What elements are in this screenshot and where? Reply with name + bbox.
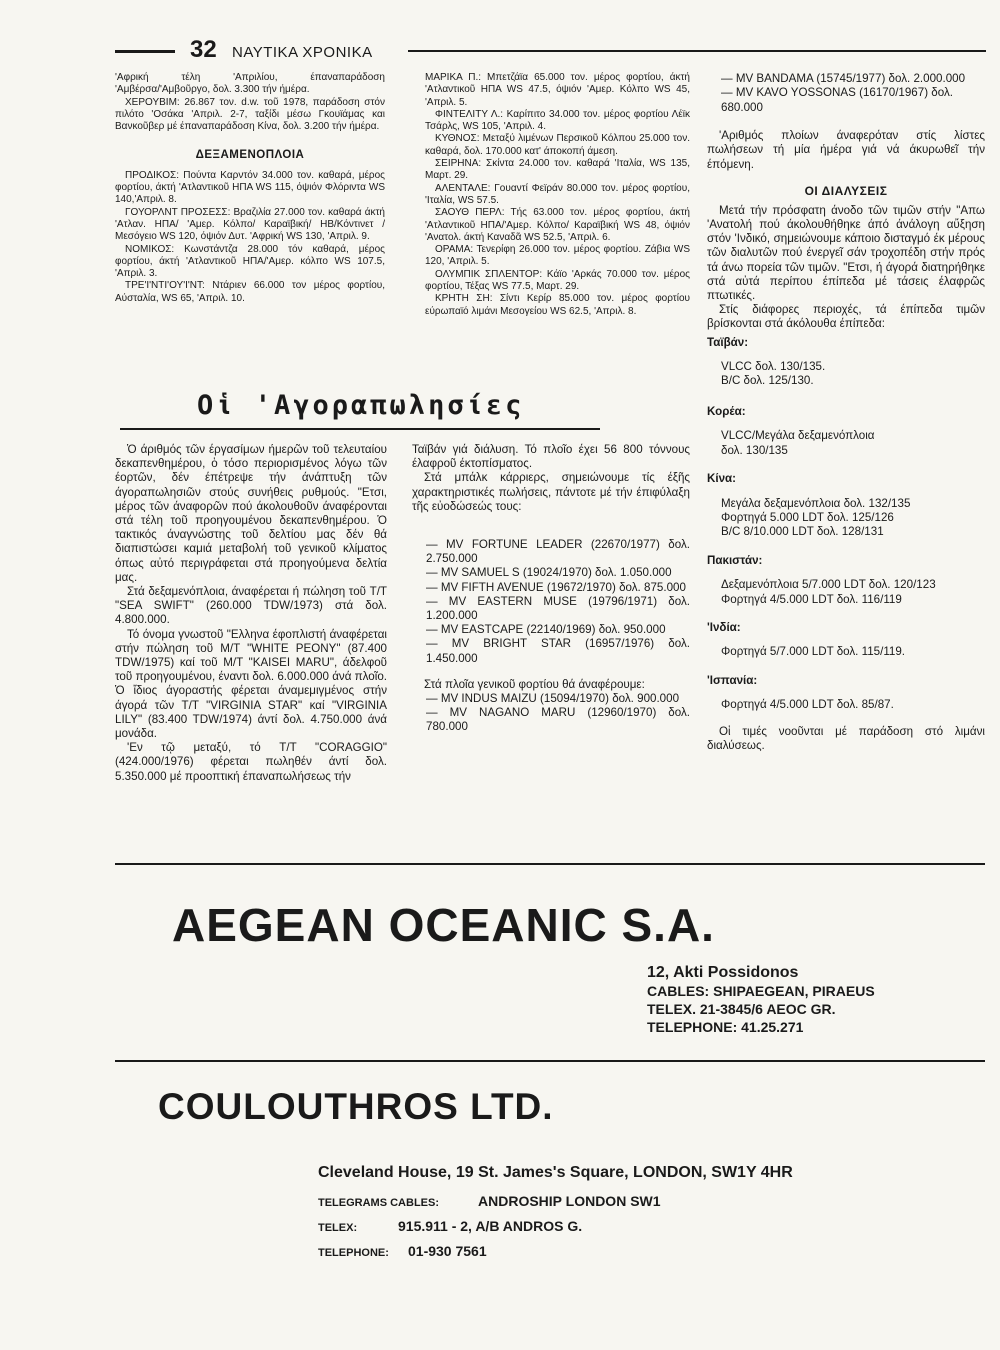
ad1-telephone: TELEPHONE: 41.25.271 — [647, 1019, 804, 1035]
demolition-text — [707, 204, 985, 332]
ad1-cables: CABLES: SHIPAEGEAN, PIRAEUS — [647, 983, 875, 999]
article-title: Οἱ 'Αγοραπωλησίες — [197, 390, 525, 421]
article-paragraph: Στά μπάλκ κάρριερς, σημειώνουμε τίς έξῆς χαρακτηριστικές πωλήσεις, πάντοτε μέ τήν έπιφύλαξη τῆς εὐοδώσεώς τους: — [412, 471, 690, 513]
tanker-item: ΜΑΡΙΚΑ Π.: Μπετζάϊα 65.000 τον. μέρος φορτίου, άκτή 'Ατλαντικοῦ ΗΠΑ WS 47.5, όψιόν 'Αμερ. Κόλπο WS 45, 'Απριλ. 5. — [425, 72, 690, 108]
price-line: Φορτηγά 4/5.000 LDT δολ. 116/119 — [721, 592, 902, 606]
section-title-demolition: ΟΙ ΔΙΑΛΥΣΕΙΣ — [804, 183, 888, 198]
tanker-item: ΚΥΘΝΟΣ: Μεταξύ λιμένων Περσικοῦ Κόλπου 25.000 τον. καθαρά, δολ. 170.000 κατ' άποκοπή άμεση. — [425, 133, 690, 157]
country-label: 'Ινδία: — [707, 620, 741, 634]
magazine-title: ΝΑΥΤΙΚΑ ΧΡΟΝΙΚΑ — [232, 44, 373, 61]
ad2-top-rule — [115, 1060, 985, 1062]
col3-note: 'Αριθμός πλοίων άναφερόταν στίς λίστες πωλήσεων τή μία ήμέρα γιά νά άκυρωθεῖ τήν έπόμενη. — [707, 129, 985, 171]
price-line: Φορτηγά 4/5.000 LDT δολ. 85/87. — [721, 698, 894, 712]
ship-sale-item: — MV KAVO YOSSONAS (16170/1967) δολ. 680.000 — [721, 86, 953, 114]
ship-sale-item: — MV EASTCAPE (22140/1969) δολ. 950.000 — [426, 623, 666, 637]
price-line: B/C 8/10.000 LDT δολ. 128/131 — [721, 525, 884, 539]
tanker-item: ΣΕΙΡΗΝΑ: Σκίντα 24.000 τον. καθαρά 'Ιταλία, WS 135, Μαρτ. 29. — [425, 158, 690, 182]
tanker-item: ΟΛΥΜΠΙΚ ΣΠΛΕΝΤΟΡ: Κάϊο 'Αρκάς 70.000 τον. μέρος φορτίου, Τέξας WS 77.5, Μαρτ. 29. — [425, 268, 690, 293]
ad2-phone-label: TELEPHONE: — [318, 1247, 389, 1259]
price-line: B/C δολ. 125/130. — [721, 374, 814, 388]
ad1-contact-block — [647, 964, 875, 1036]
price-line: VLCC δολ. 130/135. — [721, 360, 826, 374]
ad2-telex-label: TELEX: — [318, 1222, 358, 1234]
ship-sale-item: — MV INDUS MAIZU (15094/1970) δολ. 900.000 — [426, 692, 680, 706]
ad1-top-rule — [115, 863, 985, 865]
country-label: Πακιστάν: — [707, 553, 763, 567]
column-3 — [707, 72, 985, 753]
ad2-address: Cleveland House, 19 St. James's Square, LONDON, SW1Y 4HR — [318, 1164, 793, 1181]
tanker-item: ΑΛΕΝΤΑΛΕ: Γουαντί Φεϊράν 80.000 τον. μέρος φορτίου, 'Ιταλία, WS 57.5. — [425, 182, 690, 206]
price-line: δολ. 130/135 — [721, 443, 788, 457]
ad2-company-name: COULOUTHROS LTD. — [158, 1086, 554, 1127]
tanker-item: ΣΑΟΥΘ ΠΕΡΛ: Τής 63.000 τον. μέρος φορτίου, άκτή 'Ατλαντικοῦ ΗΠΑ/'Αμερ. Κόλπο/ Καραϊβική WS 48, όψιόν 'Ανατολ. άκτή Καναδᾶ WS 52.5, 'Απριλ. 6. — [425, 207, 690, 243]
article-paragraph: Στά πλοῖα γενικοῦ φορτίου θά άναφέρουμε: — [424, 677, 645, 691]
country-label: Κίνα: — [707, 472, 737, 486]
ad1-company-name: AEGEAN OCEANIC S.A. — [172, 899, 715, 951]
price-line: Φορτηγά 5/7.000 LDT δολ. 115/119. — [721, 645, 906, 659]
ship-sale-item: — MV BANDAMA (15745/1977) δολ. 2.000.000 — [721, 72, 966, 85]
tanker-item: ΟΡΑΜΑ: Τενερίφη 26.000 τον. μέρος φορτίου. Ζάβια WS 120, 'Απριλ. 5. — [425, 244, 690, 268]
demolition-paragraph: Μετά τήν πρόσφατη άνοδο τῶν τιμῶν στήν "Απω 'Ανατολή πού άκολουθήθηκε άπό άνάλογη αὔξηση στόν 'Ινδικό, σημειώνουμε κάποιο δισταγμό έκ μέρους τῶν διαλυτῶν πού ένεργεῖ σάν τροχοπέδη στήν πρός τά άνω πορεία τῶν τιμῶν. "Ετσι, ή άγορά διατηρήθηκε στά αὐτά περίπου έπίπεδα μέ τάσεις έλαφρῶς πτωτικές. — [707, 203, 985, 303]
col3-note-block — [707, 129, 985, 172]
ship-sale-item: — MV SAMUEL S (19024/1970) δολ. 1.050.000 — [426, 566, 672, 580]
ad2-phone-value: 01-930 7561 — [408, 1243, 487, 1259]
country-label: 'Ισπανία: — [707, 673, 758, 687]
section-title-tankers: ΔΕΞΑΜΕΝΟΠΛΟΙΑ — [195, 149, 305, 162]
ship-sale-item: — MV NAGANO MARU (12960/1970) δολ. 780.000 — [426, 706, 690, 734]
tanker-item: ΠΡΟΔΙΚΟΣ: Πούντα Καρντόν 34.000 τον. καθαρά, μέρος φορτίου, άκτή 'Ατλαντικοῦ ΗΠΑ WS 115, όψιόν Φλόριντα WS 140,'Απριλ. 8. — [115, 169, 385, 206]
price-line: Μεγάλα δεξαμενόπλοια δολ. 132/135 — [721, 496, 911, 510]
tanker-item: ΚΡΗΤΗ ΣΗ: Σίντι Κερίρ 85.000 τον. μέρος φορτίου εύρωπαϊό λιμάνι Μεσογείου WS 62.5, 'Απριλ. 8. — [425, 293, 690, 317]
tanker-item: ΓΟΥΟΡΛΝΤ ΠΡΟΣΕΣΣ: Βραζιλία 27.000 τον. καθαρά άκτή 'Ατλαν. ΗΠΑ/ 'Αμερ. Κόλπο/ Καραϊβική/ ΗΒ/Κόντινετ /Μεσόγειο WS 120, όψιόν Δυτ. 'Αφρική WS 130, 'Απριλ. 9. — [115, 206, 385, 243]
ad1-address: 12, Akti Possidonos — [647, 964, 799, 981]
price-line: Δεξαμενόπλοια 5/7.000 LDT δολ. 120/123 — [721, 578, 936, 592]
ship-sale-item: — MV BRIGHT STAR (16957/1976) δολ. 1.450.000 — [426, 637, 690, 665]
tanker-item: ΦΙΝΤΕΛΙΤΥ Λ.: Καρίπιτο 34.000 τον. μέρος φορτίου Λέϊκ Τσάρλς, WS 105, 'Απριλ. 4. — [425, 108, 690, 133]
col1-intro: ΧΕΡΟΥΒΙΜ: 26.867 τον. d.w. τοῦ 1978, παράδοση στόν πιλότο 'Οσάκα 'Απριλ. 2-7, ταξίδι μέσω Γκουϊάμας και Βανκοῦβερ μέ έπαναπαράδοση Κίνα, δολ. 3.200 τήν ήμέρα. — [115, 96, 385, 133]
tanker-item: ΤΡΕ'Ι'ΝΤΙ'ΟΥ'Ι'ΝΤ: Ντάριεν 66.000 τον μέρος φορτίου, Αύσταλία, WS 65, 'Απριλ. 10. — [115, 280, 385, 304]
ad2-contact-block — [318, 1190, 661, 1265]
article-paragraph: Στά δεξαμενόπλοια, άναφέρεται ή πώληση τοῦ T/T "SEA SWIFT" (260.000 TDW/1973) στά δολ. 4.800.000. — [115, 585, 387, 627]
tanker-item: ΝΟΜΙΚΟΣ: Κωνστάντζα 28.000 τόν καθαρά, μέρος φορτίου, άκτή 'Ατλαντικοῦ ΗΠΑ/'Αμερ. κόλπο WS 107.5, 'Απριλ. 3. — [115, 243, 385, 280]
col3-closing-block — [707, 725, 985, 753]
article-paragraph: Ὁ άριθμός τῶν έργασίμων ήμερῶν τοῦ τελευταίου δεκαπενθημέρου, ὁ τόσο περιορισμένος λόγω τῶν έορτῶν, δέν έπέτρεψε τήν άνάπτυξη τῶν άγοραπωλησιῶν στούς συνήθεις ρυθμούς. "Ετσι, μέρος τῶν άναφορῶν πού άκολουθοῦν άναφέρονται στά τέλη τοῦ προηγουμένου δεκαπενθημέρου. Ὁ τακτικός άναγνώστης τοῦ δελτίου μας δέν θά διαπιστώσει καμιά μεταβολή τοῦ γενικοῦ κλίματος όπως αὐτό περιγράφεται στά προηγούμενα δελτία μας. — [115, 443, 387, 584]
col3-closing: Οἱ τιμές νοοῦνται μέ παράδοση στό λιμάνι διαλύσεως. — [707, 724, 985, 752]
article-title-rule — [120, 428, 600, 430]
col1-intro: 'Αφρική τέλη 'Απριλίου, έπαναπαράδοση 'Αμβέρσα/'Αμβοῦργο, δολ. 3.300 τήν ήμέρα. — [115, 72, 385, 96]
demolition-paragraph: Στίς διάφορες περιοχές, τά έπίπεδα τιμῶν βρίσκονται στά άκόλουθα έπίπεδα: — [707, 303, 985, 331]
ad2-cables-label: TELEGRAMS CABLES: — [318, 1197, 439, 1209]
demolition-ship-list — [707, 72, 985, 115]
article-paragraph: Τό όνομα γνωστοῦ "Ελληνα έφοπλιστή άναφέρεται στήν πώληση τοῦ M/T "WHITE PEONY" (87.400 TDW/1975) καί τοῦ M/T "KAISEI MARU", άδελφοῦ τοῦ προηγουμένου, έναντι δολ. 6.000.000 άνά πλοῖο. Ὁ ἴδιος άγοραστής φέρεται άναμεμιγμένος στήν άγορά τῶν T/T "VIRGINIA STAR" καί "VIRGINIA LILY" (83.400 TDW/1974) άντί δολ. 4.750.000 άνά μονάδα. — [115, 627, 387, 741]
price-line: Φορτηγά 5.000 LDT δολ. 125/126 — [721, 510, 894, 524]
country-label: Ταϊβάν: — [707, 335, 749, 349]
ship-sale-item: — MV EASTERN MUSE (19796/1971) δολ. 1.200.000 — [426, 594, 690, 623]
column-1 — [115, 72, 385, 305]
page-number: 32 — [190, 36, 217, 63]
price-line: VLCC/Μεγάλα δεξαμενόπλοια — [721, 429, 875, 443]
article-left-column — [115, 443, 387, 784]
article-paragraph: Ταϊβάν γιά διάλυση. Τό πλοῖο έχει 56 800 τόννους έλαφροῦ έκτοπίσματος. — [412, 443, 690, 471]
article-paragraph: 'Εν τῷ μεταξύ, τό T/T "CORAGGIO" (424.000/1976) φέρεται πωληθέν άντί δολ. 5.350.000 μέ προοπτική έπαναπωλήσεως τήν — [115, 741, 387, 783]
ship-sale-item: — MV FORTUNE LEADER (22670/1977) δολ. 2.750.000 — [426, 538, 690, 566]
column-2 — [425, 72, 690, 318]
header-rule-right — [408, 50, 986, 52]
ad2-cables-value: ANDROSHIP LONDON SW1 — [478, 1193, 661, 1209]
ad2-telex-value: 915.911 - 2, A/B ANDROS G. — [398, 1218, 583, 1234]
ad1-telex: TELEX. 21-3845/6 AEOC GR. — [647, 1001, 836, 1017]
header-rule-left — [115, 50, 175, 53]
article-middle-column — [412, 443, 690, 735]
price-list — [707, 336, 985, 713]
ship-sale-item: — MV FIFTH AVENUE (19672/1970) δολ. 875.000 — [426, 580, 686, 594]
country-label: Κορέα: — [707, 404, 746, 418]
